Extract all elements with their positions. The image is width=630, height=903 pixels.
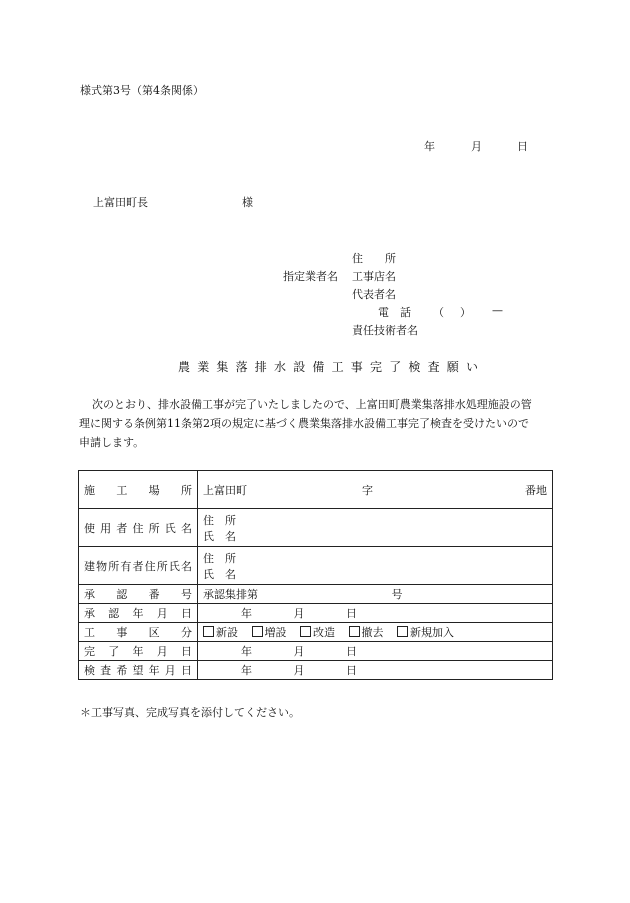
user-label-text-char: 名: [180, 521, 192, 535]
completion-date-label: [84, 643, 192, 659]
application-table: [78, 470, 553, 680]
work-type-label-text-char: 区: [148, 626, 160, 639]
inspection-date-month: 月: [293, 664, 305, 677]
site-label-text-char: 施: [84, 483, 95, 497]
site-label-text-char: 場: [148, 483, 160, 497]
user-label-text-char: 用: [100, 521, 112, 535]
user-label: [84, 520, 192, 536]
completion-date-month: 月: [293, 645, 305, 658]
owner-label-cell: [79, 547, 198, 585]
work-type-option-remodel[interactable]: 改造: [300, 626, 335, 639]
owner-label-text-char: 住: [144, 559, 156, 573]
approval-number-label-cell: [79, 585, 198, 604]
site-town: 上富田町: [203, 483, 247, 497]
checkbox-icon: [300, 626, 311, 637]
work-type-option-expand[interactable]: 増設: [252, 626, 287, 639]
body-line-2: 理に関する条例第11条第2項の規定に基づく農業集落排水設備工事完了検査を受けたいので: [79, 417, 529, 430]
owner-label-text-char: 有: [120, 559, 132, 573]
approval-number-label: [84, 586, 192, 602]
row-inspection-date: [79, 661, 553, 680]
user-address-label: 住 所: [203, 513, 236, 527]
checkbox-icon: [397, 626, 408, 637]
applicant-phone-label: 電 話: [378, 306, 411, 319]
inspection-date-label-text-char: 日: [180, 664, 192, 677]
work-type-label-text-char: 分: [180, 626, 192, 639]
checkbox-icon: [203, 626, 214, 637]
completion-date-label-text-char: 月: [156, 645, 168, 658]
row-approval-number: [79, 585, 553, 604]
site-label-text-char: 工: [116, 483, 128, 497]
owner-label-text-char: 建: [84, 559, 95, 573]
site-label-text-char: 所: [180, 483, 192, 497]
approval-date-day: 日: [346, 607, 357, 620]
owner-address-label: 住 所: [203, 551, 236, 565]
work-type-option-new[interactable]: 新設: [203, 626, 238, 639]
row-owner: [79, 547, 553, 585]
inspection-date-label-text-char: 希: [116, 664, 128, 677]
applicant-address-label: 住 所: [352, 252, 396, 265]
site-aza: 字: [362, 483, 373, 497]
inspection-date-label: [84, 662, 192, 678]
user-label-cell: [79, 509, 198, 547]
form-number: 様式第3号（第4条関係）: [80, 84, 204, 97]
body-line-3: 申請します。: [79, 436, 145, 449]
applicant-engineer-label: 責任技術者名: [352, 324, 418, 337]
attachment-note: ＊工事写真、完成写真を添付してください。: [80, 706, 300, 719]
checkbox-icon: [349, 626, 360, 637]
completion-date-label-cell: [79, 642, 198, 661]
inspection-date-label-text-char: 検: [84, 664, 95, 677]
date-month: 月: [471, 140, 482, 153]
work-type-label-text-char: 事: [116, 626, 128, 639]
user-label-text-char: 者: [116, 521, 128, 535]
owner-label-text-char: 者: [132, 559, 144, 573]
owner-label-text-char: 氏: [168, 559, 180, 573]
user-label-text-char: 氏: [164, 521, 176, 535]
work-type-option-remove[interactable]: 撤去: [349, 626, 384, 639]
approval-date-label-text-char: 日: [181, 607, 192, 620]
completion-date-year: 年: [241, 645, 252, 658]
date-day: 日: [517, 140, 528, 153]
document-title: 農業集落排水設備工事完了検査願い: [178, 360, 486, 374]
approval-number-label-text-char: 認: [116, 588, 128, 601]
owner-value-cell[interactable]: [198, 547, 553, 585]
site-label: [84, 482, 192, 498]
site-label-cell: [79, 471, 198, 509]
work-type-label-cell: [79, 623, 198, 642]
work-type-option-new-join[interactable]: 新規加入: [397, 626, 454, 639]
approval-date-label-cell: [79, 604, 198, 623]
approval-date-label: [84, 605, 192, 621]
checkbox-icon: [252, 626, 263, 637]
owner-label-text-char: 物: [96, 559, 108, 573]
completion-date-label-text-char: 日: [181, 645, 192, 658]
inspection-date-label-text-char: 年: [148, 664, 160, 677]
approval-date-value-cell[interactable]: [198, 604, 553, 623]
owner-label-text-char: 名: [181, 559, 192, 573]
work-type-value-cell: [198, 623, 553, 642]
body-line-1: 次のとおり、排水設備工事が完了いたしましたので、上富田町農業集落排水処理施設の管: [92, 398, 532, 411]
applicant-representative-label: 代表者名: [352, 288, 396, 301]
inspection-date-label-text-char: 望: [132, 664, 144, 677]
site-banchi: 番地: [525, 483, 547, 497]
date-year: 年: [424, 140, 435, 153]
completion-date-label-text-char: 完: [84, 645, 95, 658]
completion-date-label-text-char: 年: [132, 645, 144, 658]
site-value-cell[interactable]: [198, 471, 553, 509]
owner-name-label: 氏 名: [203, 567, 236, 581]
approval-date-month: 月: [293, 607, 305, 620]
completion-date-label-text-char: 了: [108, 645, 120, 658]
inspection-date-label-text-char: 査: [100, 664, 112, 677]
row-approval-date: [79, 604, 553, 623]
work-type-label-text-char: 工: [84, 626, 95, 639]
owner-label-text-char: 所: [108, 559, 120, 573]
row-user: [79, 509, 553, 547]
user-label-text-char: 所: [148, 521, 160, 535]
inspection-date-value-cell[interactable]: [198, 661, 553, 680]
approval-number-value-cell[interactable]: [198, 585, 553, 604]
phone-paren-close: ）: [460, 306, 471, 319]
approval-number-prefix: 承認集排第: [203, 588, 258, 601]
addressee-name: 上富田町長: [93, 196, 148, 209]
phone-dash: —: [492, 304, 503, 317]
approval-date-label-text-char: 年: [132, 607, 144, 620]
addressee-honorific: 様: [242, 196, 253, 209]
approval-number-suffix: 号: [391, 588, 403, 601]
row-site: [79, 471, 553, 509]
row-work-type: [79, 623, 553, 642]
user-value-cell[interactable]: [198, 509, 553, 547]
approval-date-label-text-char: 認: [108, 607, 120, 620]
work-type-label: [84, 624, 192, 640]
user-label-text-char: 使: [84, 521, 95, 535]
completion-date-value-cell[interactable]: [198, 642, 553, 661]
approval-date-label-text-char: 承: [84, 607, 95, 620]
inspection-date-label-text-char: 月: [164, 664, 176, 677]
user-label-text-char: 住: [132, 521, 144, 535]
owner-label-text-char: 所: [156, 559, 168, 573]
row-completion-date: [79, 642, 553, 661]
approval-date-year: 年: [241, 607, 252, 620]
applicant-shop-name-label: 工事店名: [352, 270, 396, 283]
approval-date-label-text-char: 月: [156, 607, 168, 620]
approval-number-label-text-char: 番: [148, 588, 160, 601]
approval-number-label-text-char: 承: [84, 588, 95, 601]
user-name-label: 氏 名: [203, 529, 236, 543]
inspection-date-label-cell: [79, 661, 198, 680]
applicant-group-label: 指定業者名: [283, 270, 338, 283]
phone-paren-open: （: [433, 306, 444, 319]
inspection-date-day: 日: [346, 664, 357, 677]
owner-label: [84, 558, 192, 574]
approval-number-label-text-char: 号: [180, 588, 192, 601]
completion-date-day: 日: [346, 645, 357, 658]
inspection-date-year: 年: [241, 664, 252, 677]
